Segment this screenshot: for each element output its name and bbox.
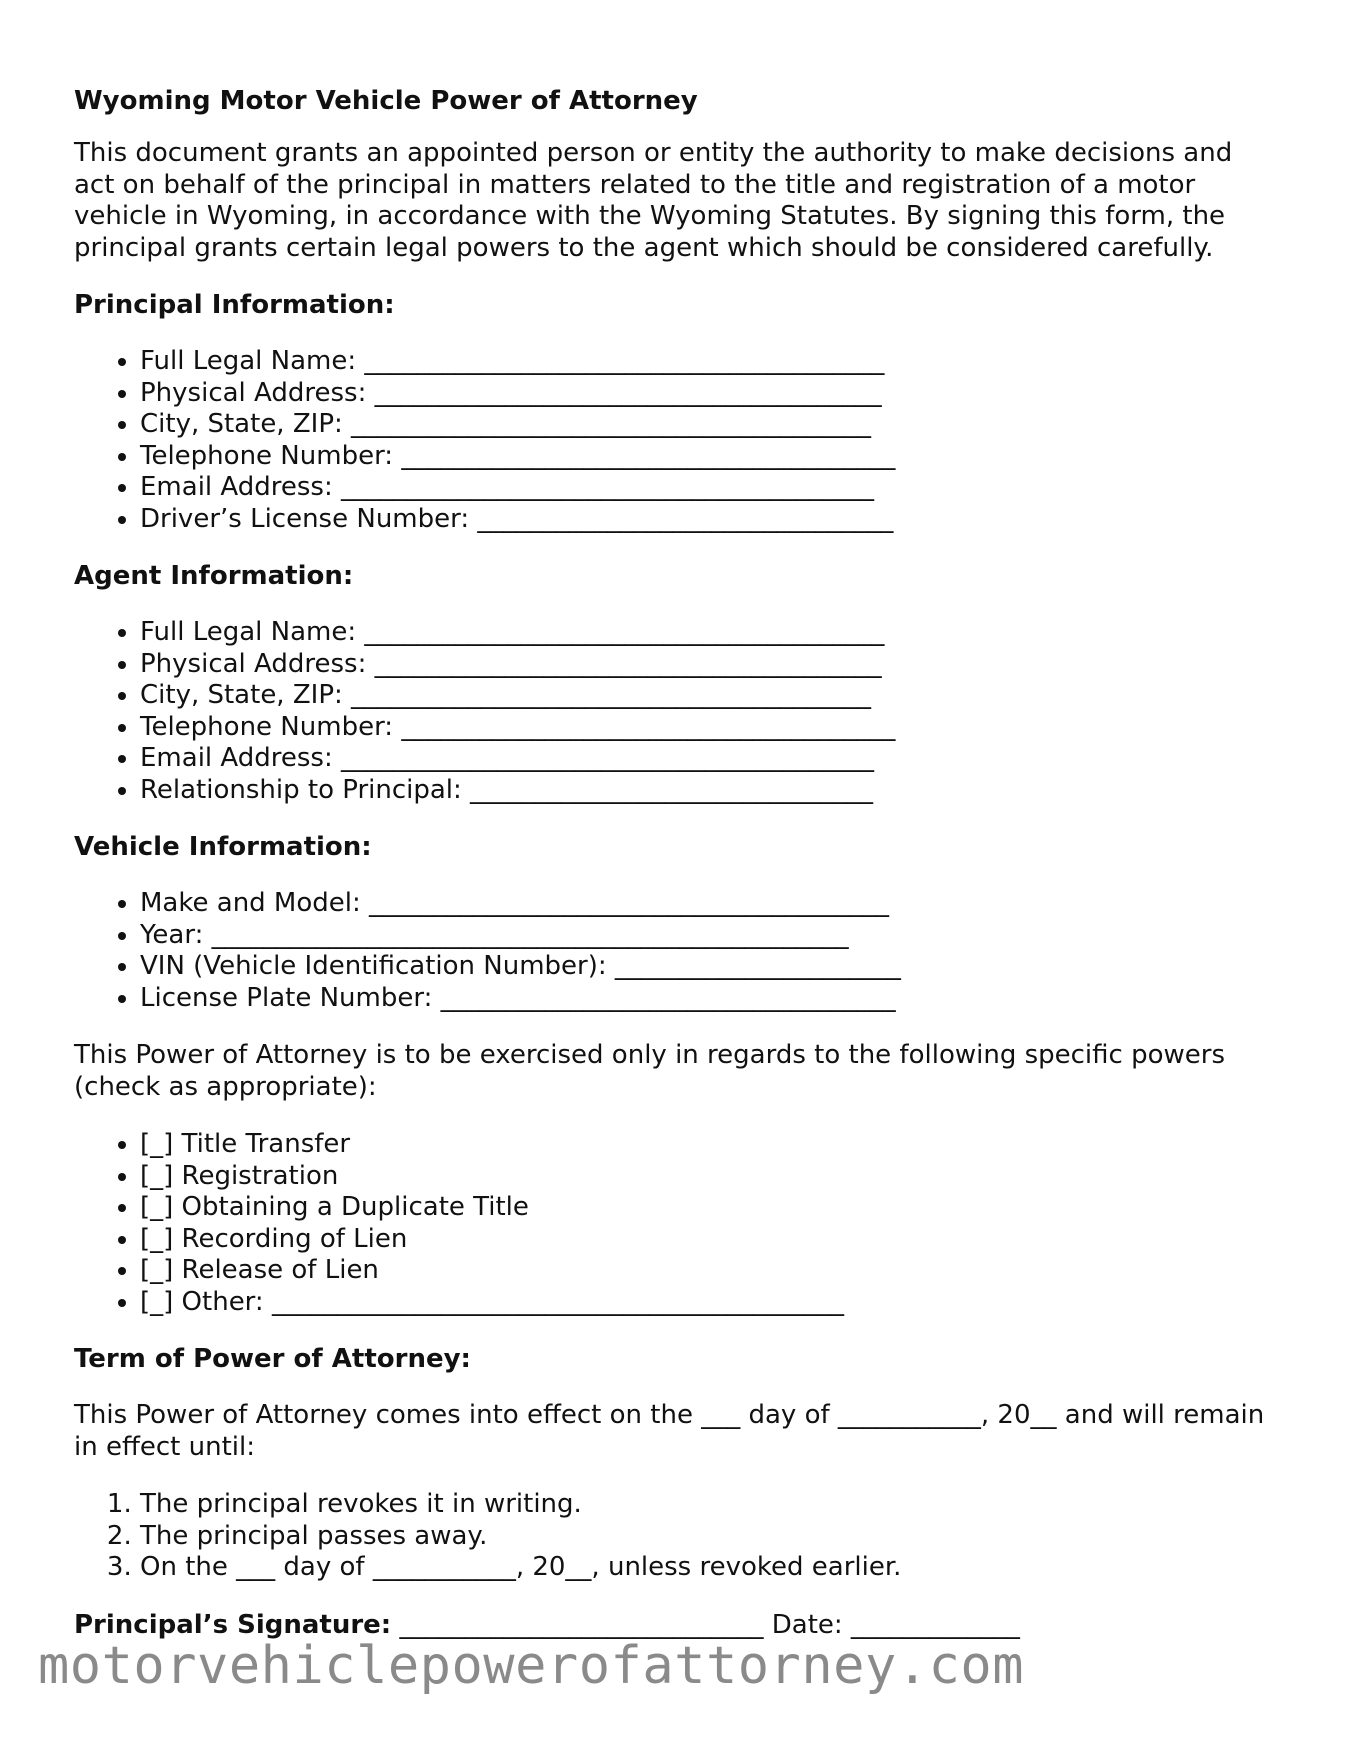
power-duplicate-title[interactable]: • [_] Obtaining a Duplicate Title	[140, 1192, 1274, 1224]
agent-address-field[interactable]: • Physical Address: _______________________________________	[140, 649, 1274, 681]
vehicle-year-field[interactable]: • Year: _________________________________________________	[140, 920, 1274, 952]
document-page	[74, 86, 1274, 1640]
power-other[interactable]: • [_] Other: ____________________________________________	[140, 1287, 1274, 1319]
agent-city-field[interactable]: • City, State, ZIP: ________________________________________	[140, 680, 1274, 712]
principal-phone-field[interactable]: • Telephone Number: ______________________________________	[140, 441, 1274, 473]
term-condition-death: 2. The principal passes away.	[140, 1521, 1274, 1553]
agent-email-field[interactable]: • Email Address: _________________________________________	[140, 743, 1274, 775]
agent-heading: Agent Information:	[74, 561, 354, 591]
signature-line[interactable]: ____________________________	[391, 1609, 772, 1640]
powers-list	[74, 1129, 1274, 1318]
power-recording-lien[interactable]: • [_] Recording of Lien	[140, 1224, 1274, 1256]
signature-row	[74, 1610, 1274, 1640]
vehicle-heading: Vehicle Information:	[74, 832, 372, 862]
agent-name-field[interactable]: • Full Legal Name: ________________________________________	[140, 617, 1274, 649]
power-registration[interactable]: • [_] Registration	[140, 1161, 1274, 1193]
principal-heading: Principal Information:	[74, 290, 395, 320]
powers-intro: This Power of Attorney is to be exercised only in regards to the following specific powers (check as appropriate):	[74, 1040, 1225, 1102]
intro-paragraph: This document grants an appointed person or entity the authority to make decisions and act on behalf of the principal in matters related to the title and registration of a motor vehicle in Wyoming, in accordance with the Wyoming Statutes. By signing this form, the principal grants certain legal powers to the agent which should be considered carefully.	[74, 138, 1233, 263]
date-label: Date:	[771, 1609, 843, 1640]
principal-license-field[interactable]: • Driver’s License Number: ________________________________	[140, 504, 1274, 536]
signature-label: Principal’s Signature:	[74, 1609, 392, 1640]
term-condition-revoke: 1. The principal revokes it in writing.	[140, 1489, 1274, 1521]
power-title-transfer[interactable]: • [_] Title Transfer	[140, 1129, 1274, 1161]
watermark: motorvehiclepowerofattorney.com	[38, 1636, 1025, 1696]
vehicle-fields	[74, 888, 1274, 1014]
agent-relationship-field[interactable]: • Relationship to Principal: _______________________________	[140, 775, 1274, 807]
principal-name-field[interactable]: • Full Legal Name: ________________________________________	[140, 346, 1274, 378]
vehicle-vin-field[interactable]: • VIN (Vehicle Identification Number): ______________________	[140, 951, 1274, 983]
vehicle-make-field[interactable]: • Make and Model: ________________________________________	[140, 888, 1274, 920]
principal-address-field[interactable]: • Physical Address: _______________________________________	[140, 378, 1274, 410]
power-release-lien[interactable]: • [_] Release of Lien	[140, 1255, 1274, 1287]
term-text: This Power of Attorney comes into effect on the ___ day of ___________, 20__ and will remain in effect until:	[74, 1400, 1265, 1462]
date-line[interactable]: _____________	[842, 1609, 1020, 1640]
principal-city-field[interactable]: • City, State, ZIP: ________________________________________	[140, 409, 1274, 441]
document-title: Wyoming Motor Vehicle Power of Attorney	[74, 86, 698, 116]
agent-fields	[74, 617, 1274, 806]
term-conditions	[74, 1489, 1274, 1584]
term-heading: Term of Power of Attorney:	[74, 1344, 471, 1374]
agent-phone-field[interactable]: • Telephone Number: ______________________________________	[140, 712, 1274, 744]
principal-fields	[74, 346, 1274, 535]
principal-email-field[interactable]: • Email Address: _________________________________________	[140, 472, 1274, 504]
term-condition-date: 3. On the ___ day of ___________, 20__, unless revoked earlier.	[140, 1552, 1274, 1584]
vehicle-plate-field[interactable]: • License Plate Number: ___________________________________	[140, 983, 1274, 1015]
